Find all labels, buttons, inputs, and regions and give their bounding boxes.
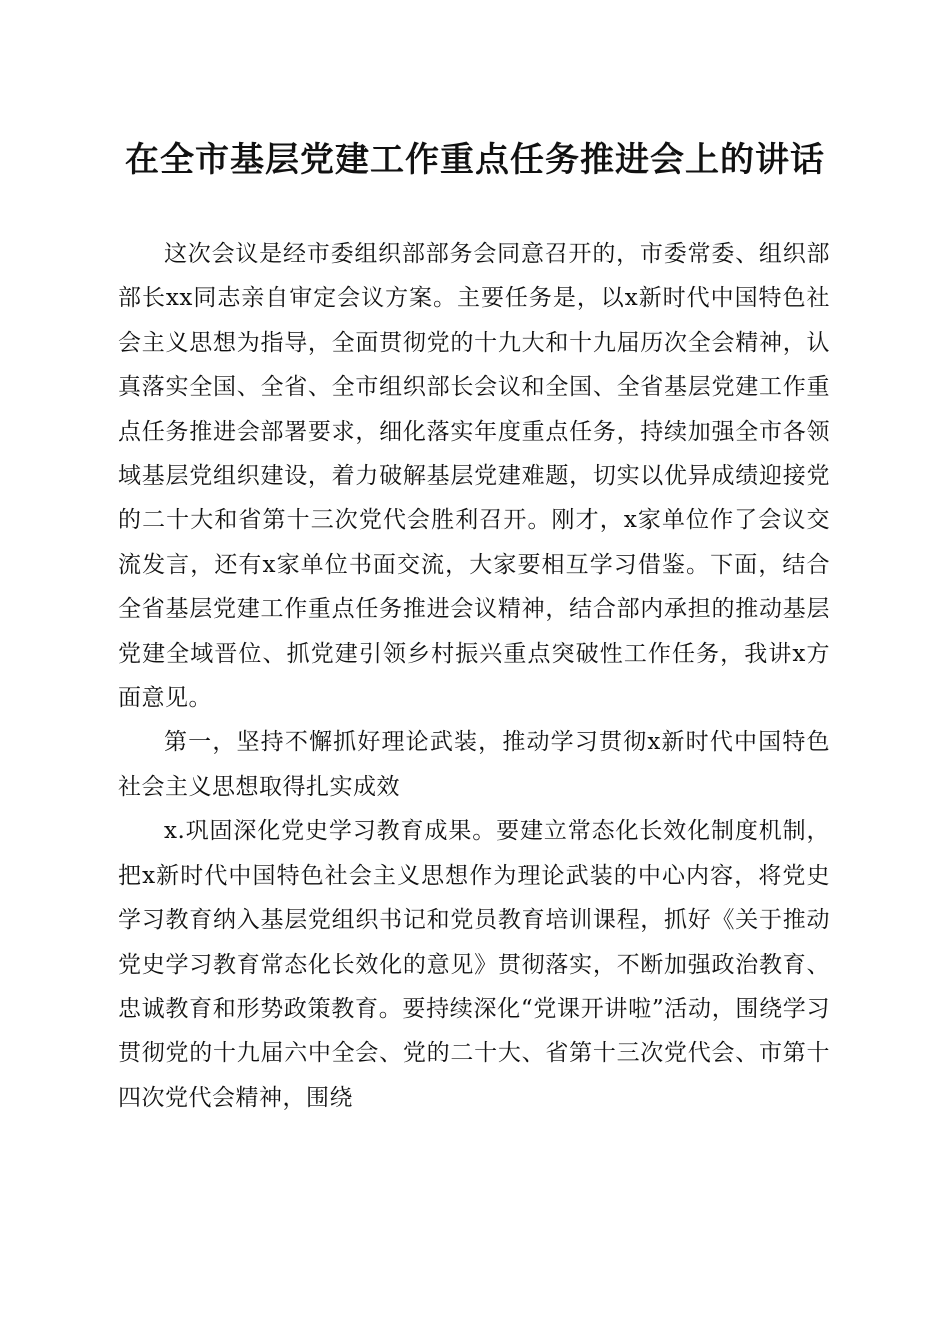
document-body (118, 232, 830, 1120)
document-title: 在全市基层党建工作重点任务推进会上的讲话 (125, 140, 825, 180)
intro-paragraph: 这次会议是经市委组织部部务会同意召开的，市委常委、组织部部长xx同志亲自审定会议方案。主要任务是，以x新时代中国特色社会主义思想为指导，全面贯彻党的十九大和十九届历次全会精神，认真落实全国、全省、全市组织部长会议和全国、全省基层党建工作重点任务推进会部署要求，细化落实年度重点任务，持续加强全市各领域基层党组织建设，着力破解基层党建难题，切实以优异成绩迎接党的二十大和省第十三次党代会胜利召开。刚才，x家单位作了会议交流发言，还有x家单位书面交流，大家要相互学习借鉴。下面，结合全省基层党建工作重点任务推进会议精神，结合部内承担的推动基层党建全域晋位、抓党建引领乡村振兴重点突破性工作任务，我讲x方面意见。 (118, 241, 830, 712)
section-paragraph: x.巩固深化党史学习教育成果。要建立常态化长效化制度机制，把x新时代中国特色社会主义思想作为理论武装的中心内容，将党史学习教育纳入基层党组织书记和党员教育培训课程，抓好《关于推动党史学习教育常态化长效化的意见》贯彻落实，不断加强政治教育、忠诚教育和形势政策教育。要持续深化“党课开讲啦”活动，围绕学习贯彻党的十九届六中全会、党的二十大、省第十三次党代会、市第十四次党代会精神，围绕 (118, 818, 830, 1111)
section-heading: 第一，坚持不懈抓好理论武装，推动学习贯彻x新时代中国特色社会主义思想取得扎实成效 (118, 729, 830, 800)
